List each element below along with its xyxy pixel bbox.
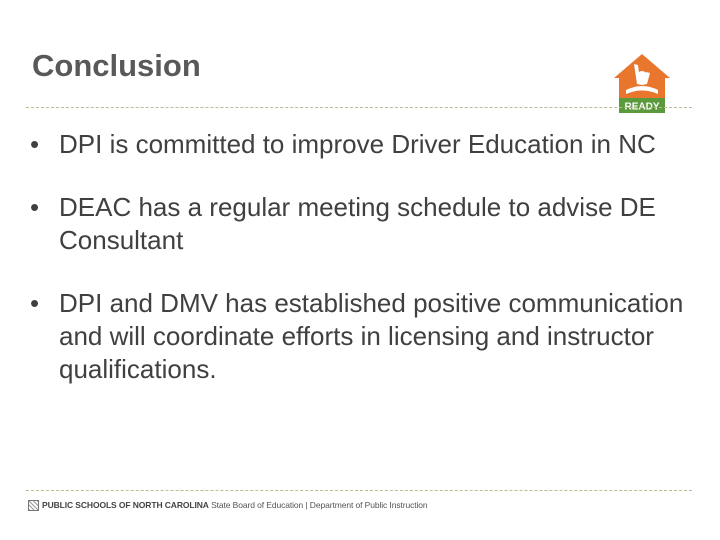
slide-title: Conclusion xyxy=(32,48,201,83)
bullet-list xyxy=(30,128,695,416)
bullet-item xyxy=(30,128,695,161)
bullet-text: DPI and DMV has established positive communication and will coordinate efforts in licensing and instructor qualifications. xyxy=(59,288,684,384)
footer-sub: State Board of Education | Department of Public Instruction xyxy=(211,500,428,510)
state-seal-icon xyxy=(28,500,39,511)
bullet-text: DPI is committed to improve Driver Education in NC xyxy=(59,129,656,159)
title-divider xyxy=(26,107,692,108)
bullet-item xyxy=(30,191,695,257)
footer xyxy=(28,497,428,513)
bullet-dot: • xyxy=(30,288,40,318)
ready-label: READY xyxy=(624,101,660,113)
bullet-text: DEAC has a regular meeting schedule to advise DE Consultant xyxy=(59,192,656,255)
footer-org: PUBLIC SCHOOLS OF NORTH CAROLINA xyxy=(42,500,209,510)
bullet-dot: • xyxy=(30,192,40,222)
bullet-item xyxy=(30,287,695,386)
footer-text xyxy=(42,500,428,510)
ready-house-icon xyxy=(614,54,670,98)
footer-divider xyxy=(26,490,692,491)
bullet-dot: • xyxy=(30,129,40,159)
